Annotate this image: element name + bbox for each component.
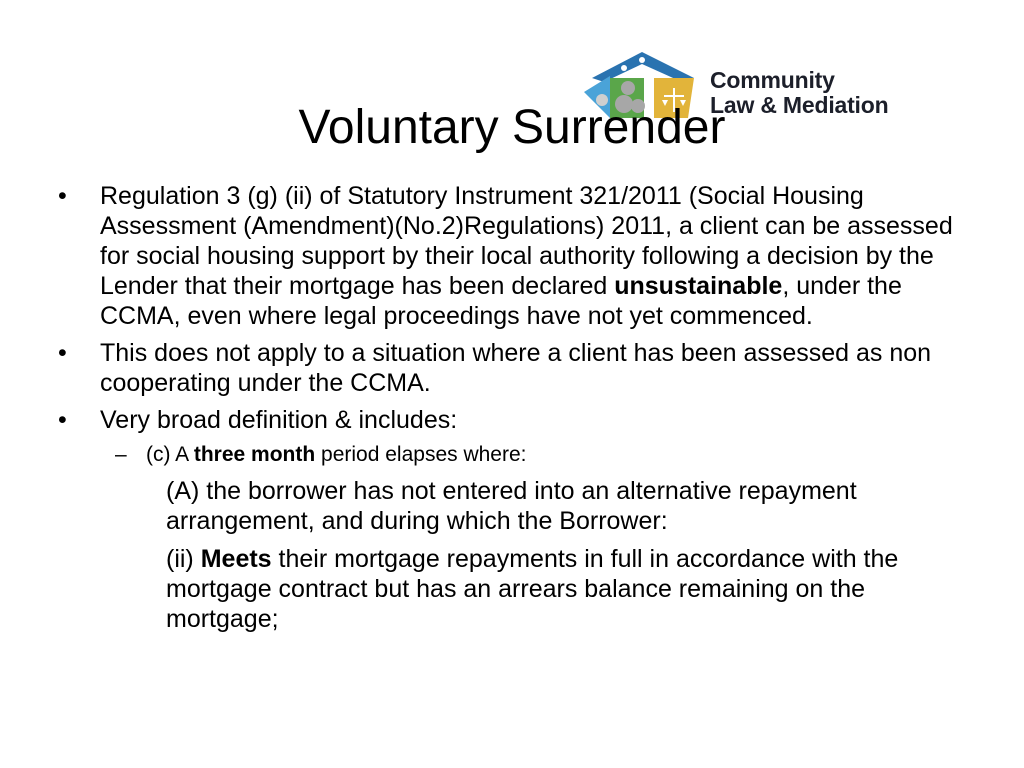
- bullet-item: [58, 405, 978, 435]
- bullet-text: , under the CCMA, even where legal proceedings have not yet commenced.: [100, 272, 902, 330]
- paragraph: [58, 544, 978, 634]
- bullet-text: This does not apply to a situation where a client has been assessed as non cooperating under the CCMA.: [100, 339, 932, 397]
- paragraph-text: (ii): [166, 545, 201, 573]
- paragraph-bold-text: Meets: [200, 545, 272, 573]
- sub-bullet-marker: –: [115, 443, 127, 466]
- slide-title: Voluntary Surrender: [298, 101, 726, 154]
- logo-line-1: Community: [710, 67, 835, 93]
- sub-bullet-bold-text: three month: [193, 443, 316, 466]
- paragraph-text: their mortgage repayments in full in accordance with the mortgage contract but has an arrears balance remaining on the mortgage;: [166, 545, 899, 633]
- bullet-item: [58, 338, 978, 398]
- paragraph: [58, 476, 978, 536]
- sub-bullet-item: [58, 442, 978, 468]
- logo-line-2: Law & Mediation: [710, 92, 889, 118]
- bullet-marker: •: [58, 182, 67, 210]
- sub-bullet-text: (c) A: [146, 443, 194, 466]
- sub-bullet-text: period elapses where:: [315, 443, 527, 466]
- bullet-text: Regulation 3 (g) (ii) of Statutory Instrument 321/2011 (Social Housing Assessment (Amendment)(No.2)Regulations) 2011, a client can be assessed for social housing support by their local authority following a decision by the Lender that their mortgage has been declared: [100, 182, 953, 300]
- paragraph-text: (A) the borrower has not entered into an alternative repayment arrangement, and during which the Borrower:: [166, 477, 857, 535]
- bullet-text: Very broad definition & includes:: [100, 406, 458, 434]
- bullet-marker: •: [58, 339, 67, 367]
- bullet-item: [58, 181, 978, 331]
- bullet-marker: •: [58, 406, 67, 434]
- slide-content: [58, 181, 978, 642]
- bullet-bold-text: unsustainable: [614, 272, 783, 300]
